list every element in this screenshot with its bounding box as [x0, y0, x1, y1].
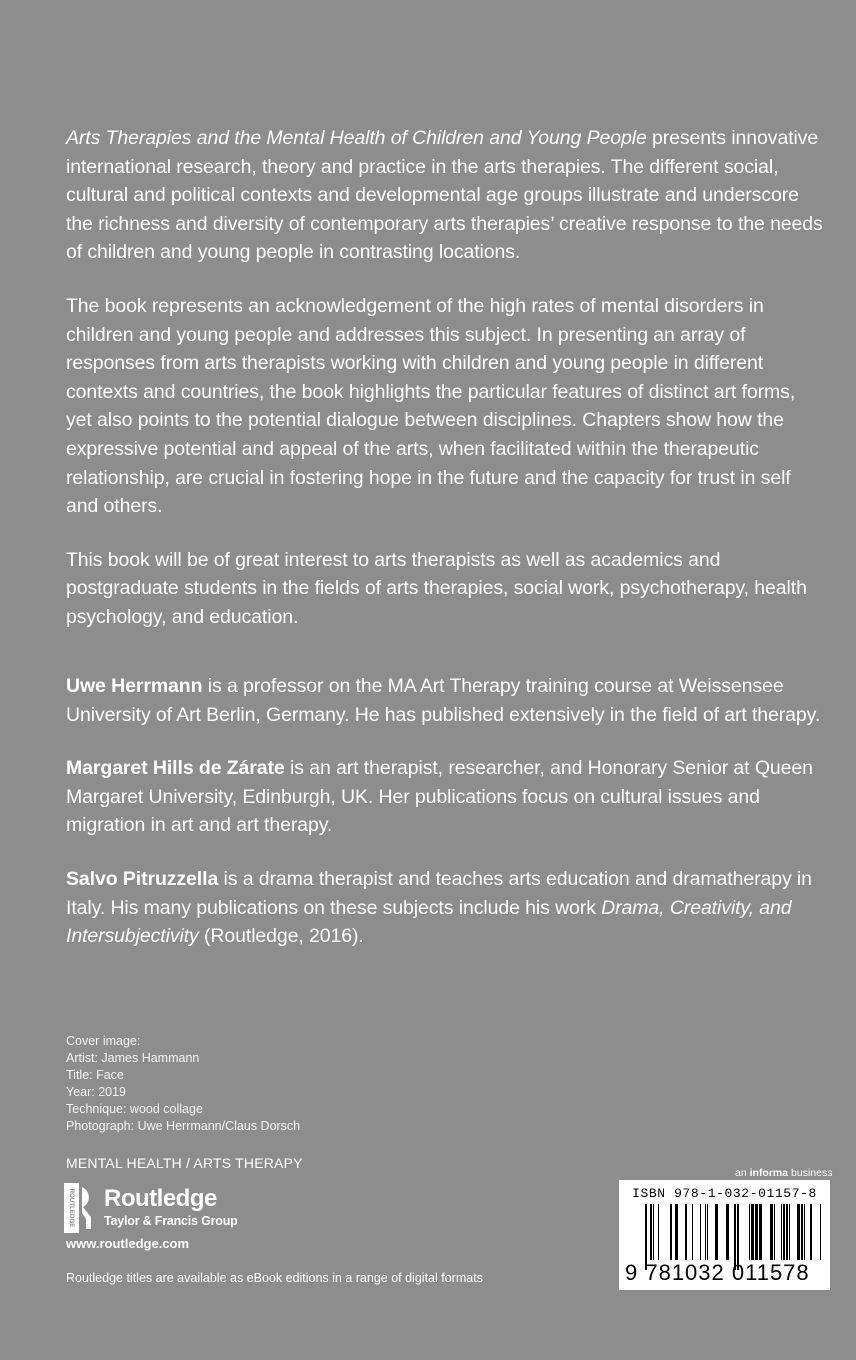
- barcode-bar: [786, 1204, 788, 1260]
- author-bios: [66, 672, 826, 976]
- ebook-availability-note: Routledge titles are available as eBook editions in a range of digital formats: [66, 1271, 483, 1285]
- publisher-name: Routledge: [104, 1185, 217, 1212]
- author-name: Salvo Pitruzzella: [66, 867, 219, 890]
- credit-line: Technique: wood collage: [66, 1102, 203, 1116]
- work-title: Drama, Creativity, and Intersubjectivity: [66, 896, 792, 948]
- credit-line: Photograph: Uwe Herrmann/Claus Dorsch: [66, 1119, 301, 1133]
- publisher-mark-text: ROUTLEDGE: [67, 1188, 75, 1228]
- barcode-bar: [653, 1204, 654, 1260]
- isbn-text: ISBN 978-1-032-01157-8: [632, 1186, 817, 1201]
- credit-line: Title: Face: [66, 1068, 124, 1082]
- barcode-bar: [650, 1204, 652, 1260]
- author-bio-1: Uwe Herrmann is a professor on the MA Art Therapy training course at Weissensee University of Art Berlin, Germany. He has published extensively in the field of art therapy.: [66, 675, 821, 726]
- cover-image-credits: [66, 1033, 300, 1135]
- subject-category: MENTAL HEALTH / ARTS THERAPY: [66, 1155, 303, 1171]
- credit-line: Year: 2019: [66, 1085, 127, 1099]
- barcode-digits: 9 781032 011578: [625, 1260, 810, 1285]
- author-bio-3: Salvo Pitruzzella is a drama therapist and teaches arts education and dramatherapy in Italy. His many publications on these subjects include his work Drama, Creativity, and Intersubjectivity (Routledge, 2016).: [66, 867, 812, 948]
- barcode-bar: [774, 1204, 775, 1260]
- barcode-bar: [705, 1204, 706, 1260]
- barcode-bar: [707, 1204, 708, 1260]
- author-name: Margaret Hills de Zárate: [66, 757, 285, 780]
- barcode-bar: [810, 1204, 812, 1260]
- author-name: Uwe Herrmann: [66, 675, 203, 697]
- barcode-bar: [797, 1204, 800, 1260]
- description-paragraph-3: This book will be of great interest to arts therapists as well as academics and postgraduate students in the fields of arts therapies, social work, psychotherapy, health psychology, and education.: [66, 548, 807, 628]
- barcode-bar: [715, 1204, 718, 1260]
- isbn-barcode: [619, 1180, 830, 1290]
- description-paragraph-1: Arts Therapies and the Mental Health of Children and Young People presents innovative international research, theory and practice in the arts therapies. The different social, cultural and political contexts and developmental age groups illustrate and underscore the richness and diversity of contemporary arts therapies’ creative response to the needs of children and young people in contrasting locations.: [66, 127, 823, 264]
- informa-tagline: an informa business: [735, 1167, 833, 1179]
- author-bio-2: Margaret Hills de Zárate is an art therapist, researcher, and Honorary Senior at Queen Margaret University, Edinburgh, UK. Her publications focus on cultural issues and migration in art and art therapy.: [66, 757, 813, 837]
- routledge-mark-icon: [64, 1183, 94, 1233]
- barcode-bar: [770, 1204, 773, 1260]
- barcode-bar: [804, 1204, 805, 1260]
- barcode-bar: [749, 1204, 750, 1260]
- barcode-bar: [783, 1204, 785, 1260]
- credit-line: Cover image:: [66, 1034, 141, 1048]
- barcode-bar: [700, 1204, 701, 1260]
- barcode-bar: [789, 1204, 790, 1260]
- barcode-bar: [781, 1204, 782, 1260]
- barcode-bar: [801, 1204, 803, 1260]
- barcode-bar: [820, 1204, 821, 1260]
- publisher-group: Taylor & Francis Group: [104, 1214, 238, 1228]
- book-description: [66, 124, 826, 657]
- credit-line: Artist: James Hammann: [66, 1051, 200, 1065]
- barcode-bar: [670, 1204, 672, 1260]
- description-paragraph-2: The book represents an acknowledgement of the high rates of mental disorders in children and young people and addresses this subject. In presenting an array of responses from arts therapists working with children and young people in different contexts and countries, the book highlights the particular features of distinct art forms, yet also points to the potential dialogue between disciplines. Chapters show how the expressive potential and appeal of the arts, when facilitated within the therapeutic relationship, are crucial in fostering hope in the future and the capacity for trust in self and others.: [66, 294, 796, 518]
- barcode-bar: [675, 1204, 678, 1260]
- book-title: Arts Therapies and the Mental Health of Children and Young People: [66, 127, 647, 149]
- barcode-bar: [751, 1204, 754, 1260]
- barcode-bar: [685, 1204, 687, 1260]
- barcode-bar: [726, 1204, 729, 1260]
- publisher-website[interactable]: www.routledge.com: [66, 1236, 190, 1251]
- barcode-bar: [759, 1204, 762, 1260]
- barcode-bar: [658, 1204, 659, 1260]
- publisher-logo: [64, 1183, 264, 1233]
- barcode-bar: [755, 1204, 758, 1260]
- barcode-bar: [692, 1204, 693, 1260]
